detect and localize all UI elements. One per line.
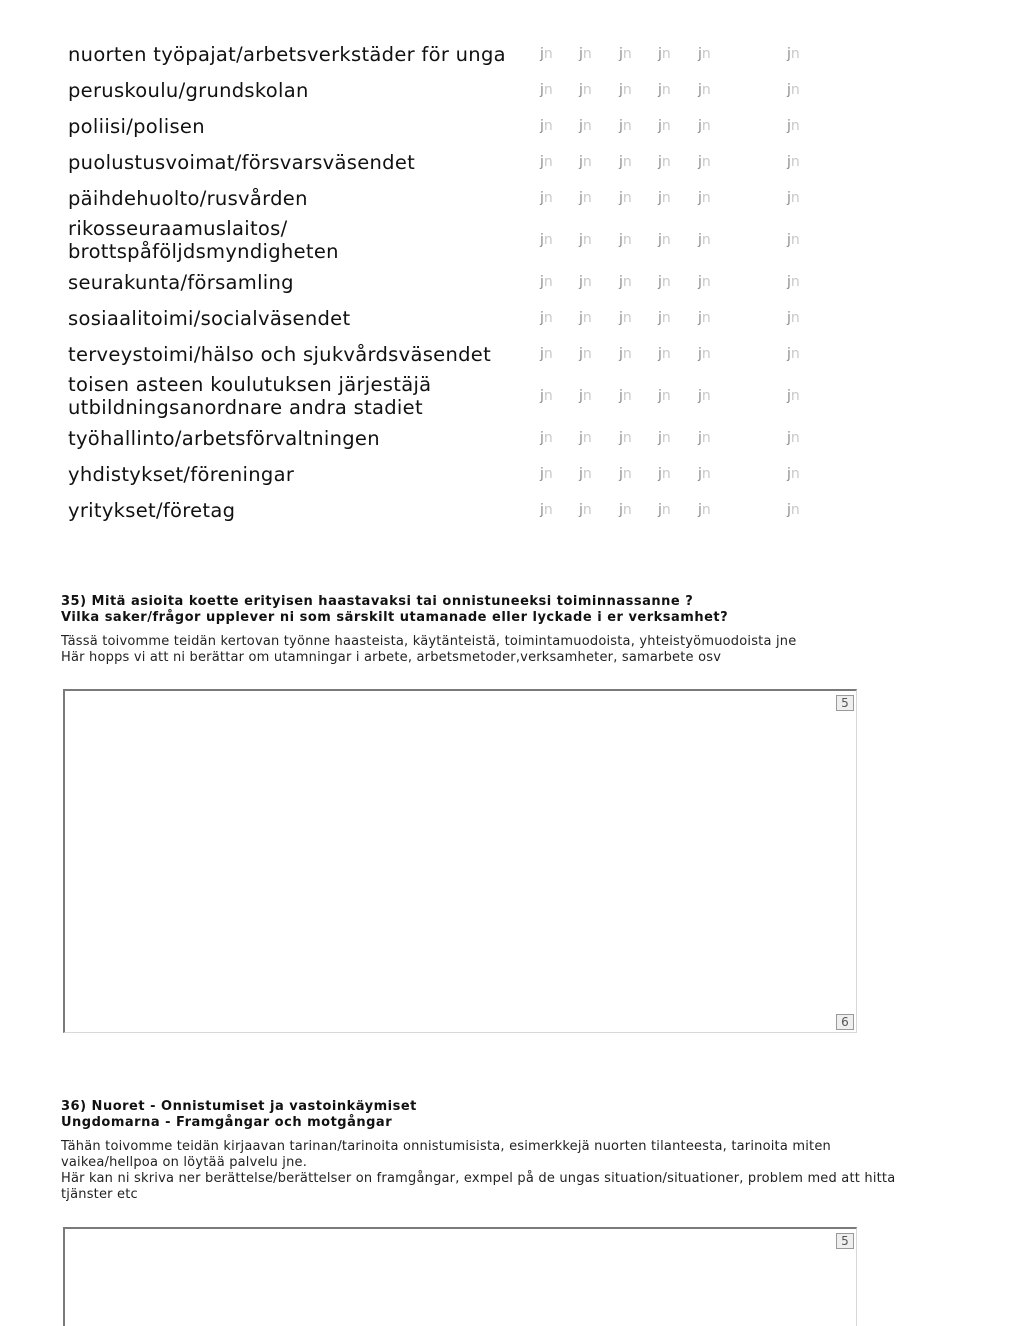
rating-radio-button[interactable] [619, 154, 632, 170]
radio-glyph-j: j [540, 502, 544, 518]
rating-radio-button[interactable] [658, 466, 671, 482]
radio-glyph-j: j [540, 430, 544, 446]
rating-options [0, 144, 942, 180]
radio-glyph-j: j [579, 502, 583, 518]
rating-options [0, 336, 942, 372]
radio-glyph-n: n [661, 388, 671, 404]
rating-radio-button[interactable] [698, 466, 711, 482]
radio-glyph-j: j [787, 388, 791, 404]
row-label: toisen asteen koulutuksen järjestäjä utbildningsanordnare andra stadiet [68, 373, 432, 419]
rating-radio-button[interactable] [619, 118, 632, 134]
rating-radio-button[interactable] [619, 274, 632, 290]
rating-radio-button[interactable] [698, 154, 711, 170]
row-label: puolustusvoimat/försvarsväsendet [68, 150, 416, 174]
rating-radio-button[interactable] [787, 430, 800, 446]
radio-glyph-n: n [790, 310, 800, 326]
radio-glyph-n: n [661, 154, 671, 170]
radio-glyph-n: n [582, 232, 592, 248]
table-row [62, 180, 942, 216]
rating-radio-button[interactable] [658, 502, 671, 518]
rating-radio-button[interactable] [658, 154, 671, 170]
rating-radio-button[interactable] [540, 388, 553, 404]
question-36-title-sv: Ungdomarna - Framgångar och motgångar [61, 1115, 393, 1130]
radio-glyph-j: j [658, 466, 662, 482]
rating-radio-button[interactable] [787, 502, 800, 518]
radio-glyph-n: n [582, 190, 592, 206]
rating-options [0, 300, 942, 336]
radio-glyph-j: j [579, 232, 583, 248]
radio-glyph-j: j [579, 388, 583, 404]
radio-glyph-n: n [622, 274, 632, 290]
radio-glyph-n: n [582, 154, 592, 170]
radio-glyph-n: n [543, 154, 553, 170]
radio-glyph-j: j [619, 118, 623, 134]
rating-radio-button[interactable] [698, 46, 711, 62]
radio-glyph-n: n [543, 274, 553, 290]
radio-glyph-n: n [622, 430, 632, 446]
rating-radio-button[interactable] [787, 346, 800, 362]
table-row [62, 36, 942, 72]
rating-radio-button[interactable] [658, 118, 671, 134]
radio-glyph-n: n [582, 274, 592, 290]
rating-radio-button[interactable] [540, 46, 553, 62]
radio-glyph-n: n [701, 274, 711, 290]
rating-options [0, 108, 942, 144]
radio-glyph-j: j [540, 466, 544, 482]
rating-options [0, 36, 942, 72]
rating-radio-button[interactable] [658, 346, 671, 362]
rating-radio-button[interactable] [698, 388, 711, 404]
radio-glyph-j: j [787, 82, 791, 98]
question-36-answer-textarea[interactable] [63, 1227, 857, 1326]
radio-glyph-n: n [622, 118, 632, 134]
row-label: peruskoulu/grundskolan [68, 78, 309, 102]
radio-glyph-n: n [701, 346, 711, 362]
radio-glyph-j: j [787, 502, 791, 518]
radio-glyph-n: n [582, 82, 592, 98]
radio-glyph-j: j [698, 82, 702, 98]
radio-glyph-n: n [661, 274, 671, 290]
question-35-title-sv: Vilka saker/frågor upplever ni som särskilt utamanade eller lyckade i er verksamhet? [61, 610, 729, 625]
radio-glyph-n: n [701, 502, 711, 518]
radio-glyph-n: n [582, 388, 592, 404]
table-row [62, 72, 942, 108]
radio-glyph-n: n [543, 430, 553, 446]
radio-glyph-n: n [543, 466, 553, 482]
radio-glyph-j: j [658, 232, 662, 248]
rating-radio-button[interactable] [787, 118, 800, 134]
rating-radio-button[interactable] [540, 430, 553, 446]
rating-options [0, 180, 942, 216]
rating-radio-button[interactable] [698, 502, 711, 518]
question-36-help-sv: Här kan ni skriva ner berättelse/berättelser on framgångar, exmpel på de ungas situation/situationer, problem med att hitta tjänster etc [61, 1171, 896, 1202]
radio-glyph-n: n [790, 190, 800, 206]
rating-radio-button[interactable] [540, 190, 553, 206]
radio-glyph-j: j [579, 310, 583, 326]
row-label: päihdehuolto/rusvården [68, 186, 308, 210]
row-label: seurakunta/församling [68, 270, 294, 294]
radio-glyph-j: j [698, 346, 702, 362]
rating-radio-button[interactable] [579, 190, 592, 206]
radio-glyph-n: n [622, 502, 632, 518]
radio-glyph-n: n [701, 232, 711, 248]
rating-radio-button[interactable] [579, 388, 592, 404]
radio-glyph-n: n [543, 232, 553, 248]
radio-glyph-j: j [540, 232, 544, 248]
radio-glyph-j: j [579, 346, 583, 362]
rating-radio-button[interactable] [619, 310, 632, 326]
rating-radio-button[interactable] [787, 46, 800, 62]
radio-glyph-j: j [787, 466, 791, 482]
rating-radio-button[interactable] [619, 388, 632, 404]
rating-options [0, 456, 942, 492]
rating-radio-button[interactable] [698, 274, 711, 290]
row-label: nuorten työpajat/arbetsverkstäder för unga [68, 42, 506, 66]
radio-glyph-j: j [540, 118, 544, 134]
radio-glyph-j: j [698, 274, 702, 290]
scroll-up-button[interactable]: 5 [836, 1233, 854, 1249]
rating-options [0, 372, 942, 420]
table-row [62, 300, 942, 336]
row-label: sosiaalitoimi/socialväsendet [68, 306, 351, 330]
rating-radio-button[interactable] [787, 274, 800, 290]
rating-radio-button[interactable] [787, 466, 800, 482]
radio-glyph-j: j [619, 310, 623, 326]
radio-glyph-n: n [543, 388, 553, 404]
radio-glyph-j: j [579, 154, 583, 170]
radio-glyph-n: n [543, 310, 553, 326]
rating-radio-button[interactable] [787, 232, 800, 248]
rating-radio-button[interactable] [787, 82, 800, 98]
radio-glyph-j: j [698, 466, 702, 482]
radio-glyph-j: j [619, 190, 623, 206]
rating-radio-button[interactable] [579, 310, 592, 326]
table-row [62, 372, 942, 420]
rating-options [0, 72, 942, 108]
radio-glyph-j: j [619, 274, 623, 290]
rating-radio-button[interactable] [579, 502, 592, 518]
radio-glyph-n: n [701, 190, 711, 206]
rating-radio-button[interactable] [698, 310, 711, 326]
radio-glyph-n: n [543, 502, 553, 518]
radio-glyph-j: j [619, 502, 623, 518]
rating-radio-button[interactable] [540, 232, 553, 248]
radio-glyph-n: n [701, 154, 711, 170]
rating-radio-button[interactable] [658, 310, 671, 326]
rating-radio-button[interactable] [579, 82, 592, 98]
radio-glyph-n: n [701, 310, 711, 326]
question-36-help-fi: Tähän toivomme teidän kirjaavan tarinan/tarinoita onnistumisista, esimerkkejä nuorten tilanteesta, tarinoita miten vaikea/hellpoa on löytää palvelu jne. [61, 1139, 831, 1170]
question-35-help-fi: Tässä toivomme teidän kertovan työnne haasteista, käytänteistä, toimintamuodoista, yhteistyömuodoista jne [61, 634, 797, 649]
radio-glyph-n: n [701, 466, 711, 482]
rating-radio-button[interactable] [540, 154, 553, 170]
rating-options [0, 264, 942, 300]
radio-glyph-n: n [622, 466, 632, 482]
radio-glyph-j: j [540, 154, 544, 170]
rating-radio-button[interactable] [658, 190, 671, 206]
radio-glyph-j: j [619, 154, 623, 170]
question-35-answer-textarea[interactable] [63, 689, 857, 1033]
row-label: poliisi/polisen [68, 114, 205, 138]
radio-glyph-j: j [787, 154, 791, 170]
radio-glyph-j: j [540, 82, 544, 98]
radio-glyph-j: j [658, 82, 662, 98]
radio-glyph-n: n [701, 46, 711, 62]
row-label: yritykset/företag [68, 498, 236, 522]
rating-radio-button[interactable] [658, 82, 671, 98]
radio-glyph-j: j [698, 154, 702, 170]
radio-glyph-n: n [622, 388, 632, 404]
rating-radio-button[interactable] [787, 388, 800, 404]
radio-glyph-n: n [701, 430, 711, 446]
rating-radio-button[interactable] [540, 82, 553, 98]
radio-glyph-n: n [543, 46, 553, 62]
table-row [62, 420, 942, 456]
radio-glyph-n: n [790, 466, 800, 482]
radio-glyph-j: j [698, 232, 702, 248]
radio-glyph-j: j [787, 274, 791, 290]
row-label: työhallinto/arbetsförvaltningen [68, 426, 380, 450]
radio-glyph-j: j [658, 274, 662, 290]
radio-glyph-j: j [540, 310, 544, 326]
radio-glyph-n: n [622, 190, 632, 206]
radio-glyph-j: j [658, 346, 662, 362]
radio-glyph-n: n [543, 190, 553, 206]
table-row [62, 456, 942, 492]
radio-glyph-j: j [579, 46, 583, 62]
question-36-title-fi: 36) Nuoret - Onnistumiset ja vastoinkäymiset [61, 1099, 417, 1114]
radio-glyph-n: n [622, 232, 632, 248]
radio-glyph-j: j [540, 46, 544, 62]
radio-glyph-j: j [619, 82, 623, 98]
rating-radio-button[interactable] [619, 430, 632, 446]
radio-glyph-j: j [698, 310, 702, 326]
table-row [62, 492, 942, 528]
rating-options [0, 492, 942, 528]
radio-glyph-n: n [582, 46, 592, 62]
scroll-down-button[interactable]: 6 [836, 1014, 854, 1030]
rating-radio-button[interactable] [540, 310, 553, 326]
radio-glyph-n: n [790, 118, 800, 134]
rating-radio-button[interactable] [579, 232, 592, 248]
rating-radio-button[interactable] [619, 82, 632, 98]
organization-rating-table [62, 36, 942, 528]
rating-options [0, 216, 942, 264]
radio-glyph-j: j [787, 310, 791, 326]
rating-radio-button[interactable] [619, 190, 632, 206]
rating-radio-button[interactable] [540, 346, 553, 362]
radio-glyph-j: j [658, 190, 662, 206]
radio-glyph-j: j [658, 430, 662, 446]
rating-radio-button[interactable] [787, 154, 800, 170]
rating-radio-button[interactable] [698, 346, 711, 362]
radio-glyph-n: n [661, 232, 671, 248]
rating-options [0, 420, 942, 456]
radio-glyph-j: j [540, 346, 544, 362]
question-36 [61, 1099, 921, 1203]
radio-glyph-n: n [701, 118, 711, 134]
radio-glyph-n: n [582, 310, 592, 326]
radio-glyph-j: j [579, 82, 583, 98]
radio-glyph-j: j [658, 118, 662, 134]
rating-radio-button[interactable] [619, 232, 632, 248]
radio-glyph-j: j [658, 46, 662, 62]
radio-glyph-j: j [579, 274, 583, 290]
radio-glyph-j: j [658, 154, 662, 170]
rating-radio-button[interactable] [579, 466, 592, 482]
radio-glyph-j: j [619, 232, 623, 248]
table-row [62, 264, 942, 300]
radio-glyph-j: j [787, 346, 791, 362]
radio-glyph-n: n [622, 310, 632, 326]
radio-glyph-n: n [582, 430, 592, 446]
radio-glyph-j: j [787, 46, 791, 62]
radio-glyph-j: j [619, 430, 623, 446]
radio-glyph-j: j [619, 388, 623, 404]
radio-glyph-j: j [540, 274, 544, 290]
radio-glyph-j: j [787, 232, 791, 248]
radio-glyph-j: j [787, 190, 791, 206]
radio-glyph-n: n [661, 466, 671, 482]
radio-glyph-n: n [701, 82, 711, 98]
radio-glyph-n: n [582, 346, 592, 362]
radio-glyph-j: j [658, 310, 662, 326]
radio-glyph-n: n [622, 82, 632, 98]
radio-glyph-n: n [543, 346, 553, 362]
radio-glyph-j: j [698, 46, 702, 62]
rating-radio-button[interactable] [698, 430, 711, 446]
radio-glyph-n: n [622, 46, 632, 62]
radio-glyph-n: n [582, 118, 592, 134]
rating-radio-button[interactable] [658, 274, 671, 290]
radio-glyph-j: j [579, 190, 583, 206]
radio-glyph-n: n [790, 430, 800, 446]
rating-radio-button[interactable] [540, 502, 553, 518]
radio-glyph-n: n [661, 430, 671, 446]
radio-glyph-n: n [661, 118, 671, 134]
radio-glyph-n: n [790, 154, 800, 170]
rating-radio-button[interactable] [619, 502, 632, 518]
rating-radio-button[interactable] [579, 430, 592, 446]
radio-glyph-j: j [698, 118, 702, 134]
rating-radio-button[interactable] [787, 310, 800, 326]
table-row [62, 336, 942, 372]
radio-glyph-j: j [619, 46, 623, 62]
rating-radio-button[interactable] [698, 232, 711, 248]
radio-glyph-n: n [622, 346, 632, 362]
radio-glyph-n: n [701, 388, 711, 404]
rating-radio-button[interactable] [698, 118, 711, 134]
rating-radio-button[interactable] [619, 346, 632, 362]
radio-glyph-j: j [698, 430, 702, 446]
rating-radio-button[interactable] [579, 274, 592, 290]
radio-glyph-n: n [543, 118, 553, 134]
radio-glyph-j: j [619, 466, 623, 482]
radio-glyph-j: j [658, 502, 662, 518]
rating-radio-button[interactable] [658, 430, 671, 446]
radio-glyph-n: n [790, 502, 800, 518]
question-35-title-fi: 35) Mitä asioita koette erityisen haastavaksi tai onnistuneeksi toiminnassanne ? [61, 594, 694, 609]
radio-glyph-j: j [698, 190, 702, 206]
radio-glyph-j: j [658, 388, 662, 404]
rating-radio-button[interactable] [619, 466, 632, 482]
radio-glyph-n: n [790, 82, 800, 98]
rating-radio-button[interactable] [540, 466, 553, 482]
radio-glyph-j: j [698, 388, 702, 404]
rating-radio-button[interactable] [540, 118, 553, 134]
radio-glyph-j: j [698, 502, 702, 518]
rating-radio-button[interactable] [579, 46, 592, 62]
radio-glyph-j: j [619, 346, 623, 362]
row-label: yhdistykset/föreningar [68, 462, 295, 486]
scroll-up-button[interactable]: 5 [836, 695, 854, 711]
question-35-help-sv: Här hopps vi att ni berättar om utamningar i arbete, arbetsmetoder,verksamheter, samarbete osv [61, 650, 722, 665]
radio-glyph-n: n [661, 310, 671, 326]
rating-radio-button[interactable] [579, 154, 592, 170]
radio-glyph-j: j [787, 430, 791, 446]
radio-glyph-j: j [540, 190, 544, 206]
rating-radio-button[interactable] [540, 274, 553, 290]
row-label: terveystoimi/hälso och sjukvårdsväsendet [68, 342, 492, 366]
table-row [62, 216, 942, 264]
row-label: rikosseuraamuslaitos/ brottspåföljdsmyndigheten [68, 217, 339, 263]
radio-glyph-j: j [540, 388, 544, 404]
rating-radio-button[interactable] [658, 46, 671, 62]
rating-radio-button[interactable] [787, 190, 800, 206]
rating-radio-button[interactable] [619, 46, 632, 62]
table-row [62, 108, 942, 144]
radio-glyph-j: j [579, 430, 583, 446]
rating-radio-button[interactable] [579, 118, 592, 134]
radio-glyph-j: j [787, 118, 791, 134]
radio-glyph-n: n [582, 466, 592, 482]
radio-glyph-n: n [790, 346, 800, 362]
radio-glyph-n: n [661, 82, 671, 98]
rating-radio-button[interactable] [698, 82, 711, 98]
rating-radio-button[interactable] [658, 388, 671, 404]
radio-glyph-n: n [582, 502, 592, 518]
radio-glyph-n: n [543, 82, 553, 98]
rating-radio-button[interactable] [579, 346, 592, 362]
radio-glyph-n: n [790, 274, 800, 290]
rating-radio-button[interactable] [658, 232, 671, 248]
radio-glyph-n: n [622, 154, 632, 170]
radio-glyph-n: n [661, 46, 671, 62]
radio-glyph-j: j [579, 466, 583, 482]
radio-glyph-n: n [661, 190, 671, 206]
radio-glyph-n: n [790, 232, 800, 248]
table-row [62, 144, 942, 180]
radio-glyph-n: n [661, 346, 671, 362]
rating-radio-button[interactable] [698, 190, 711, 206]
radio-glyph-n: n [790, 388, 800, 404]
radio-glyph-n: n [790, 46, 800, 62]
radio-glyph-j: j [579, 118, 583, 134]
question-35 [61, 594, 941, 666]
radio-glyph-n: n [661, 502, 671, 518]
